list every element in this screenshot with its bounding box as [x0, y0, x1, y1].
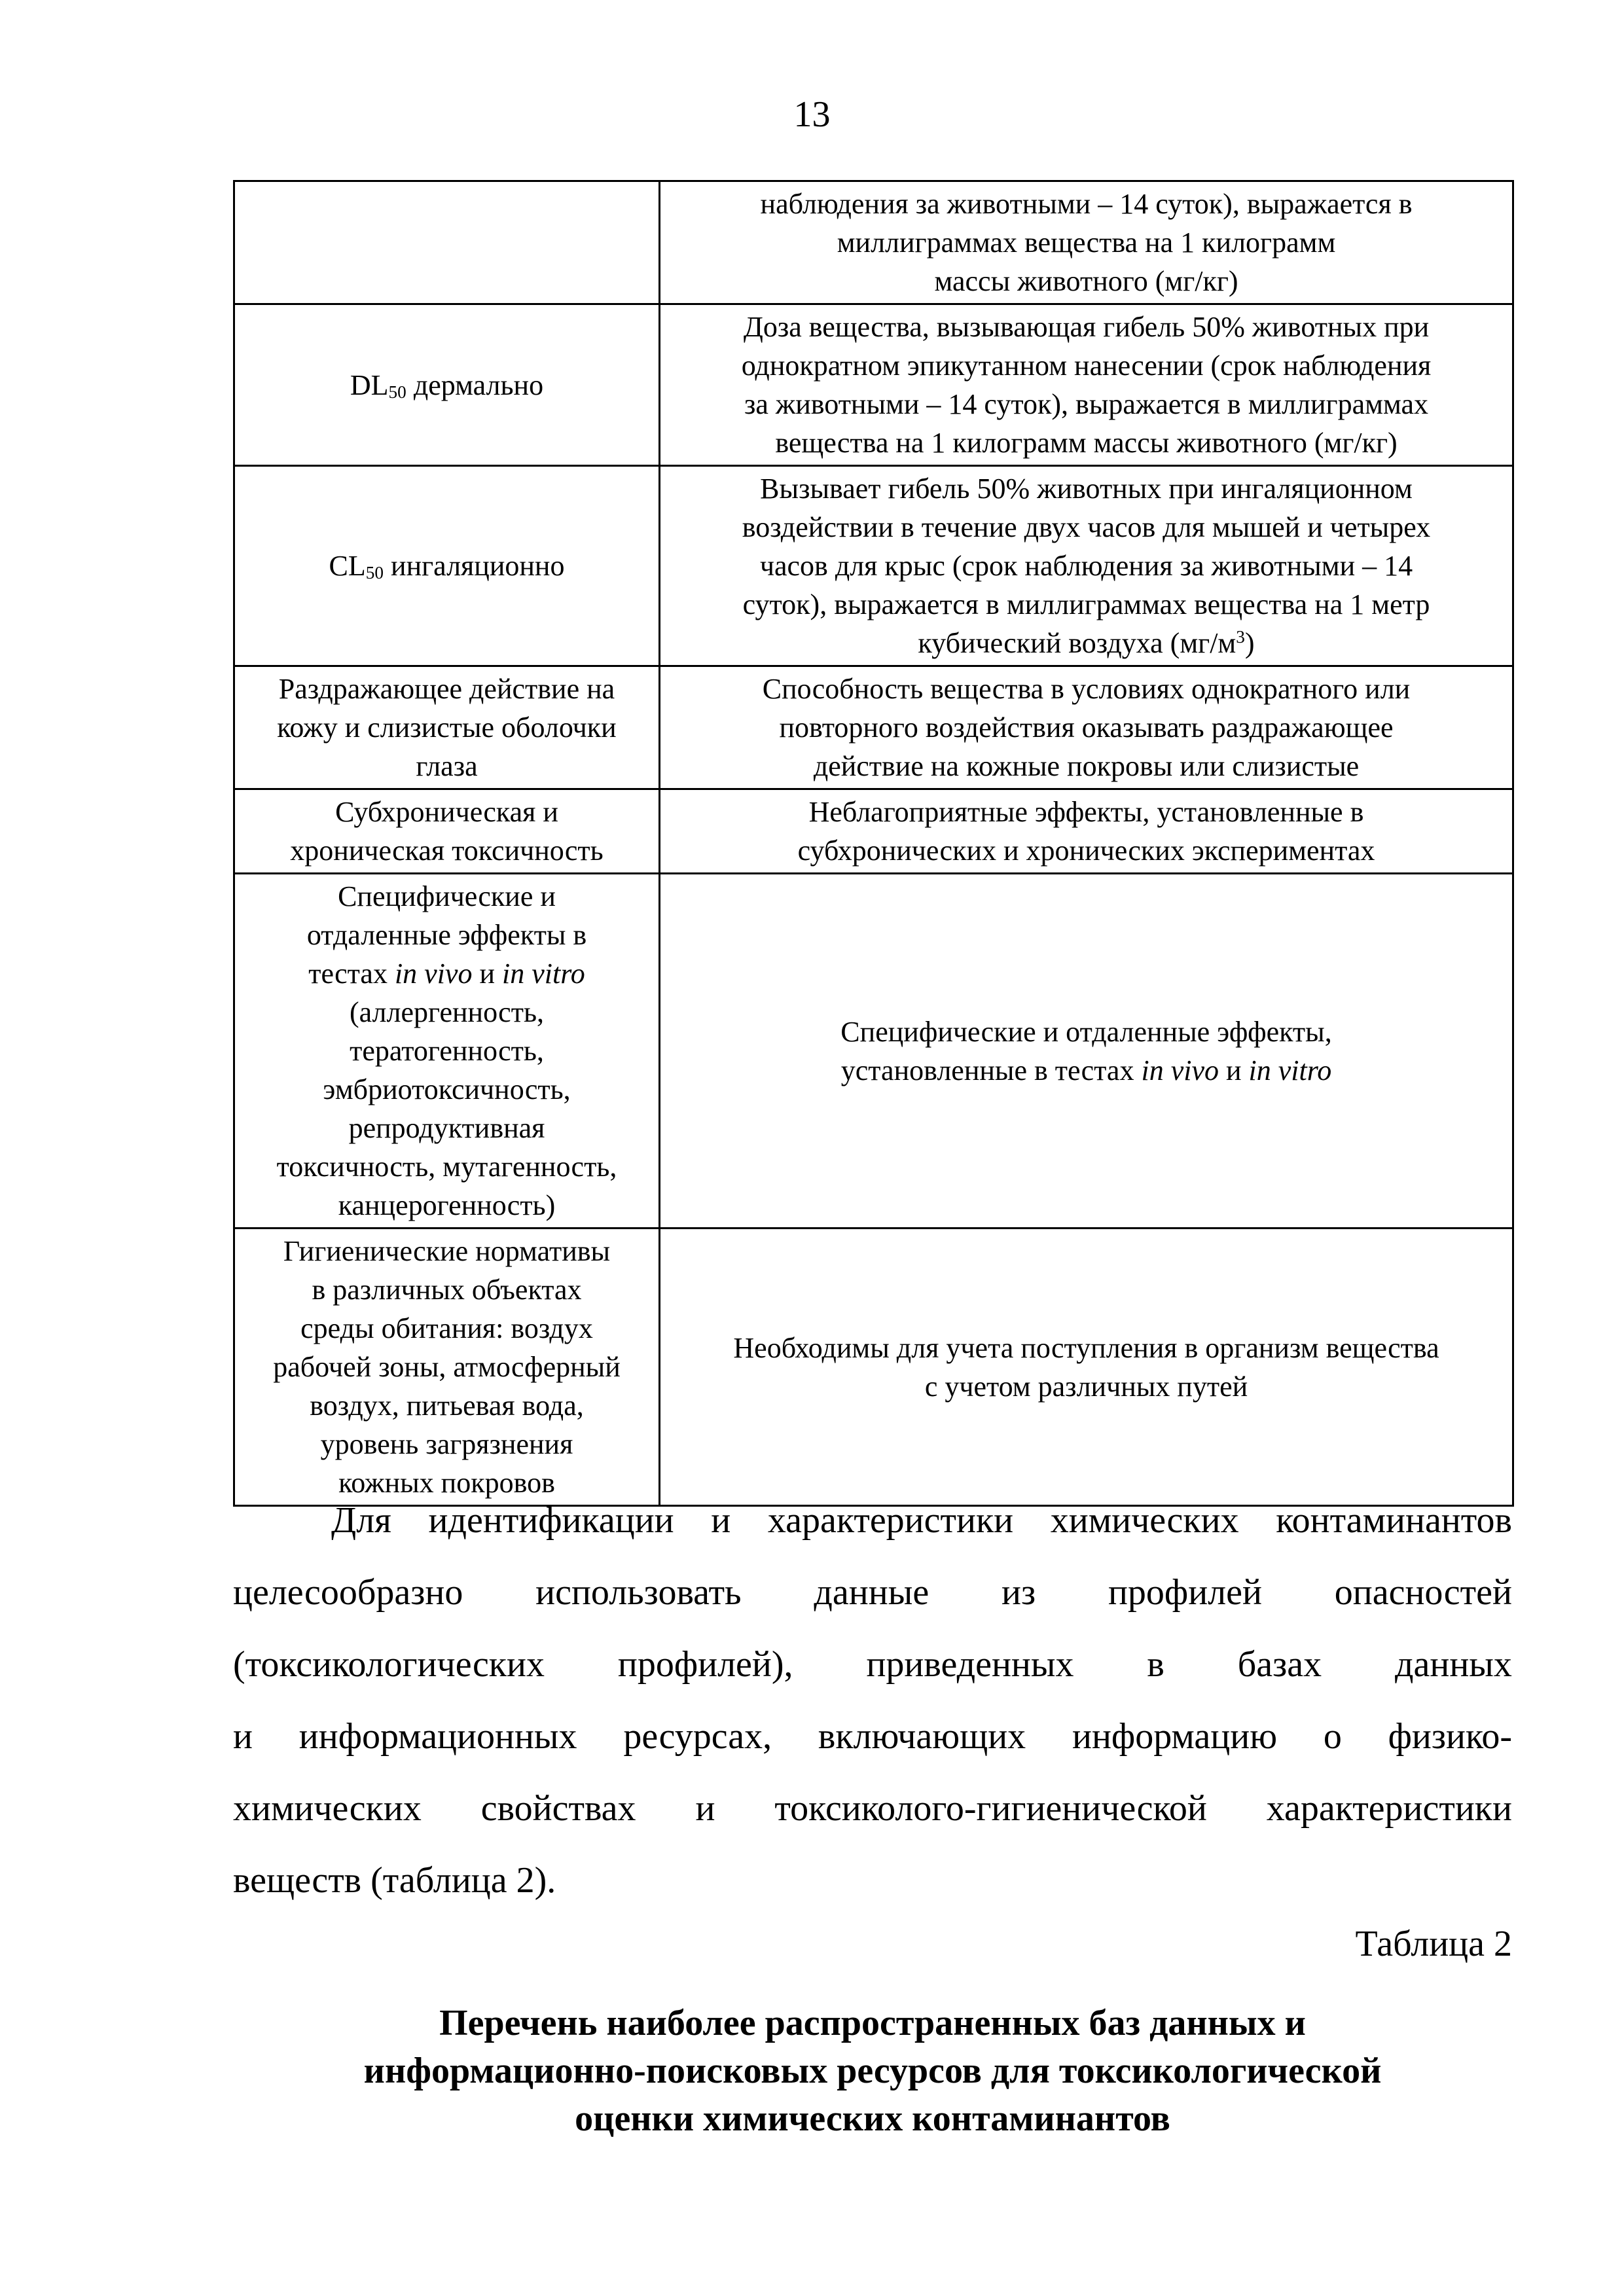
definition-cell: Способность вещества в условиях однократного или повторного воздействия оказывать раздражающее действие на кожные покровы или слизистые: [660, 666, 1513, 789]
term-cell: Раздражающее действие на кожу и слизистые оболочки глаза: [234, 666, 660, 789]
term-cell: [234, 181, 660, 304]
table-row: [234, 304, 1513, 466]
table-row: [234, 666, 1513, 789]
table-row: [234, 181, 1513, 304]
table-2-label: Таблица 2: [1355, 1924, 1512, 1964]
definition-cell: наблюдения за животными – 14 суток), выражается в миллиграммах вещества на 1 килограмм массы животного (мг/кг): [660, 181, 1513, 304]
body-paragraph: [233, 1484, 1512, 1916]
table-2-title: Перечень наиболее распространенных баз данных и информационно-поисковых ресурсов для токсикологической оценки химических контаминантов: [363, 2003, 1382, 2139]
paragraph-line: целесообразно использовать данные из профилей опасностей: [233, 1572, 1512, 1613]
term-cell: Специфические и отдаленные эффекты в тестах in vivo и in vitro (аллергенность, тератогенность, эмбриотоксичность, репродуктивная токсичность, мутагенность, канцерогенность): [234, 874, 660, 1229]
paragraph-line: (токсикологических профилей), приведенных в базах данных: [233, 1644, 1512, 1685]
paragraph-line: и информационных ресурсах, включающих информацию о физико-: [233, 1716, 1512, 1757]
definition-cell: Неблагоприятные эффекты, установленные в субхронических и хронических экспериментах: [660, 789, 1513, 874]
toxicity-properties-table: [233, 180, 1514, 1507]
paragraph-line: химических свойствах и токсиколого-гигиенической характеристики: [233, 1788, 1512, 1829]
definition-cell: Специфические и отдаленные эффекты, установленные в тестах in vivo и in vitro: [660, 874, 1513, 1229]
table-row: [234, 466, 1513, 666]
table-row: [234, 874, 1513, 1229]
term-cell: Гигиенические нормативы в различных объектах среды обитания: воздух рабочей зоны, атмосферный воздух, питьевая вода, уровень загрязнения кожных покровов: [234, 1229, 660, 1506]
page-number: 13: [793, 94, 831, 135]
term-cell: $DL_{50}$ дермально: [234, 304, 660, 466]
paragraph-line: веществ (таблица 2).: [233, 1860, 556, 1901]
table-row: [234, 789, 1513, 874]
definition-cell: Доза вещества, вызывающая гибель 50% животных при однократном эпикутанном нанесении (срок наблюдения за животными – 14 суток), выражается в миллиграммах вещества на 1 килограмм массы животного (мг/кг): [660, 304, 1513, 466]
term-cell: $CL_{50}$ ингаляционно: [234, 466, 660, 666]
definition-cell: Вызывает гибель 50% животных при ингаляционном воздействии в течение двух часов для мышей и четырех часов для крыс (срок наблюдения за животными – 14 суток), выражается в миллиграммах вещества на 1 метр кубический воздуха $(мг/м^3)$: [660, 466, 1513, 666]
term-cell: Субхроническая и хроническая токсичность: [234, 789, 660, 874]
definition-cell: Необходимы для учета поступления в организм вещества с учетом различных путей: [660, 1229, 1513, 1506]
table-row: [234, 1229, 1513, 1506]
paragraph-line: Для идентификации и характеристики химических контаминантов: [331, 1500, 1512, 1541]
